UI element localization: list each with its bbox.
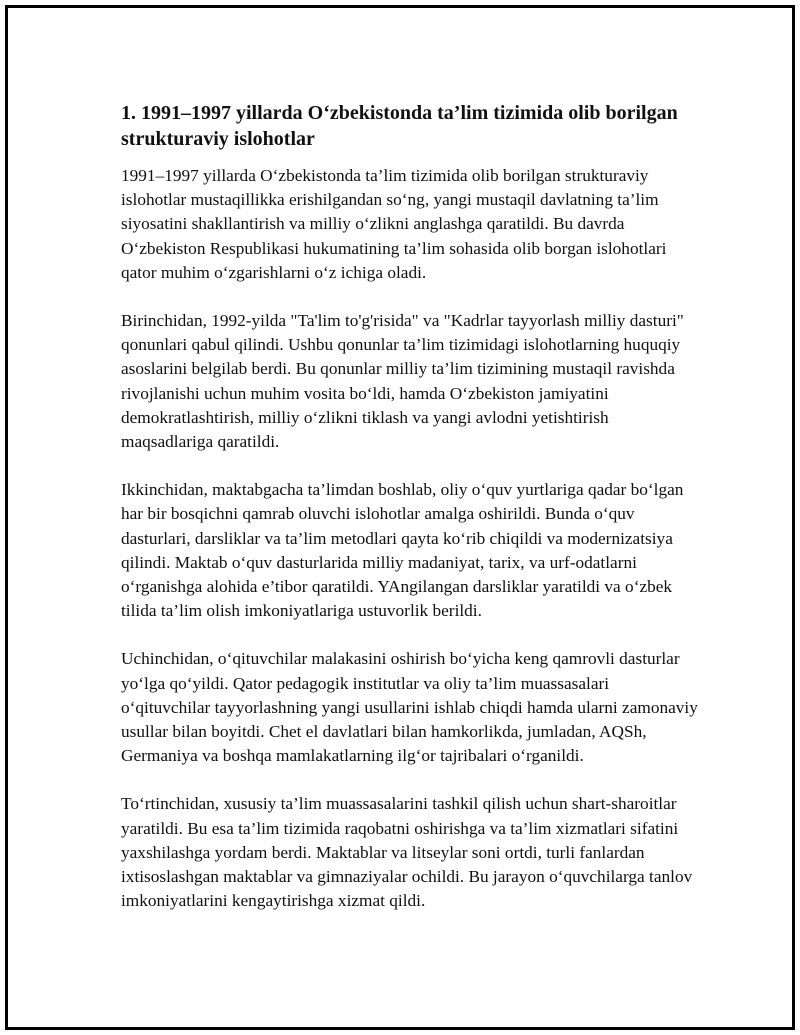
document-body — [121, 100, 701, 937]
paragraph-intro: 1991–1997 yillarda O‘zbekistonda ta’lim tizimida olib borilgan strukturaviy islohotlar mustaqillikka erishilgandan so‘ng, yangi mustaqil davlatning ta’lim siyosatini shakllantirish va milliy o‘zlikni anglashga qaratildi. Bu davrda O‘zbekiston Respublikasi hukumatining ta’lim sohasida olib borgan islohotlari qator muhim o‘zgarishlarni o‘z ichiga oladi. — [121, 166, 667, 282]
paragraph-fourth: To‘rtinchidan, xususiy ta’lim muassasalarini tashkil qilish uchun shart-sharoitlar yaratildi. Bu esa ta’lim tizimida raqobatni oshirishga va ta’lim xizmatlari sifatini yaxshilashga yordam berdi. Maktablar va litseylar soni ortdi, turli fanlardan ixtisoslashgan maktablar va gimnaziyalar ochildi. Bu jarayon o‘quvchilarga tanlov imkoniyatlarini kengaytirishga xizmat qildi. — [121, 794, 693, 911]
page-frame — [5, 5, 795, 1030]
paragraph-second: Ikkinchidan, maktabgacha ta’limdan boshlab, oliy o‘quv yurtlariga qadar bo‘lgan har bir bosqichni qamrab oluvchi islohotlar amalga oshirildi. Bunda o‘quv dasturlari, darsliklar va ta’lim metodlari qayta ko‘rib chiqildi va modernizatsiya qilindi. Maktab o‘quv dasturlarida milliy madaniyat, tarix, va urf-odatlarni o‘rganishga alohida e’tibor qaratildi. YAngilangan darsliklar yaratildi va o‘zbek tilida ta’lim olish imkoniyatlariga ustuvorlik berildi. — [121, 480, 684, 621]
paragraph-third: Uchinchidan, o‘qituvchilar malakasini oshirish bo‘yicha keng qamrovli dasturlar yo‘lga qo‘yildi. Qator pedagogik institutlar va oliy ta’lim muassasalari o‘qituvchilar tayyorlashning yangi usullarini ishlab chiqdi hamda ularni zamonaviy usullar bilan boyitdi. Chet el davlatlari bilan hamkorlikda, jumladan, AQSh, Germaniya va boshqa mamlakatlarning ilg‘or tajribalari o‘rganildi. — [121, 649, 698, 766]
paragraph-first: Birinchidan, 1992-yilda "Ta'lim to'g'risida" va "Kadrlar tayyorlash milliy dasturi" qonunlari qabul qilindi. Ushbu qonunlar ta’lim tizimidagi islohotlarning huquqiy asoslarini belgilab berdi. Bu qonunlar milliy ta’lim tizimining mustaqil ravishda rivojlanishi uchun muhim vosita bo‘ldi, hamda O‘zbekiston jamiyatini demokratlashtirish, milliy o‘zlikni tiklash va yangi avlodni yetishtirish maqsadlariga qaratildi. — [121, 311, 684, 452]
document-title: 1. 1991–1997 yillarda O‘zbekistonda ta’lim tizimida olib borilgan strukturaviy islohotlar — [121, 102, 678, 150]
